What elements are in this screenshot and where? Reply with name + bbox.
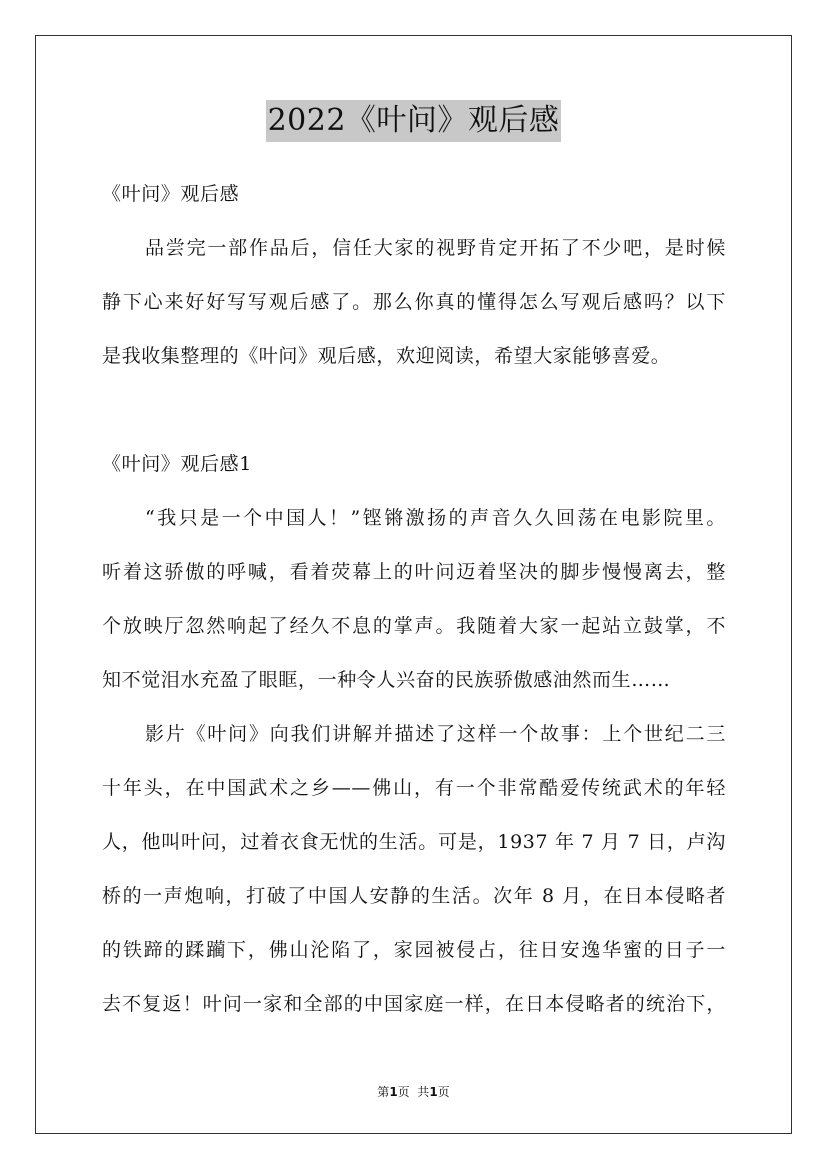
paragraph2-line-5: 的铁蹄的蹂躏下，佛山沦陷了，家园被侵占，往日安逸华蜜的日子一 bbox=[102, 939, 726, 961]
document-title: 2022《叶问》观后感 bbox=[266, 100, 562, 142]
footer-suffix: 页 bbox=[437, 1085, 450, 1099]
paragraph1-line-1: “我只是一个中国人！”铿锵激扬的声音久久回荡在电影院里。 bbox=[145, 507, 726, 529]
footer-mid: 页 共 bbox=[397, 1085, 430, 1099]
paragraph2-line-1: 影片《叶问》向我们讲解并描述了这样一个故事：上个世纪二三 bbox=[145, 723, 726, 745]
footer-prefix: 第 bbox=[377, 1085, 390, 1099]
current-page-number: 1 bbox=[389, 1085, 398, 1099]
document-subtitle: 《叶问》观后感 bbox=[102, 183, 240, 205]
paragraph1-line-3: 个放映厅忽然响起了经久不息的掌声。我随着大家一起站立鼓掌，不 bbox=[102, 615, 726, 637]
paragraph2-line-3: 人，他叫叶问，过着衣食无忧的生活。可是，1937 年 7 月 7 日，卢沟 bbox=[102, 831, 726, 853]
paragraph1-line-2: 听着这骄傲的呼喊，看着荧幕上的叶问迈着坚决的脚步慢慢离去，整 bbox=[102, 561, 726, 583]
section-heading: 《叶问》观后感1 bbox=[102, 453, 252, 475]
intro-line-2: 静下心来好好写写观后感了。那么你真的懂得怎么写观后感吗？以下 bbox=[102, 291, 726, 313]
title-container bbox=[0, 100, 827, 142]
page-footer bbox=[0, 1084, 827, 1100]
paragraph2-line-6: 去不复返！叶问一家和全部的中国家庭一样，在日本侵略者的统治下， bbox=[102, 993, 726, 1015]
paragraph1-line-4: 知不觉泪水充盈了眼眶，一种令人兴奋的民族骄傲感油然而生…… bbox=[102, 669, 671, 691]
intro-line-1: 品尝完一部作品后，信任大家的视野肯定开拓了不少吧，是时候 bbox=[145, 237, 726, 259]
total-pages-number: 1 bbox=[429, 1085, 438, 1099]
paragraph2-line-4: 桥的一声炮响，打破了中国人安静的生活。次年 8 月，在日本侵略者 bbox=[102, 885, 726, 907]
intro-line-3: 是我收集整理的《叶问》观后感，欢迎阅读，希望大家能够喜爱。 bbox=[102, 345, 671, 367]
paragraph2-line-2: 十年头，在中国武术之乡——佛山，有一个非常酷爱传统武术的年轻 bbox=[102, 777, 726, 799]
